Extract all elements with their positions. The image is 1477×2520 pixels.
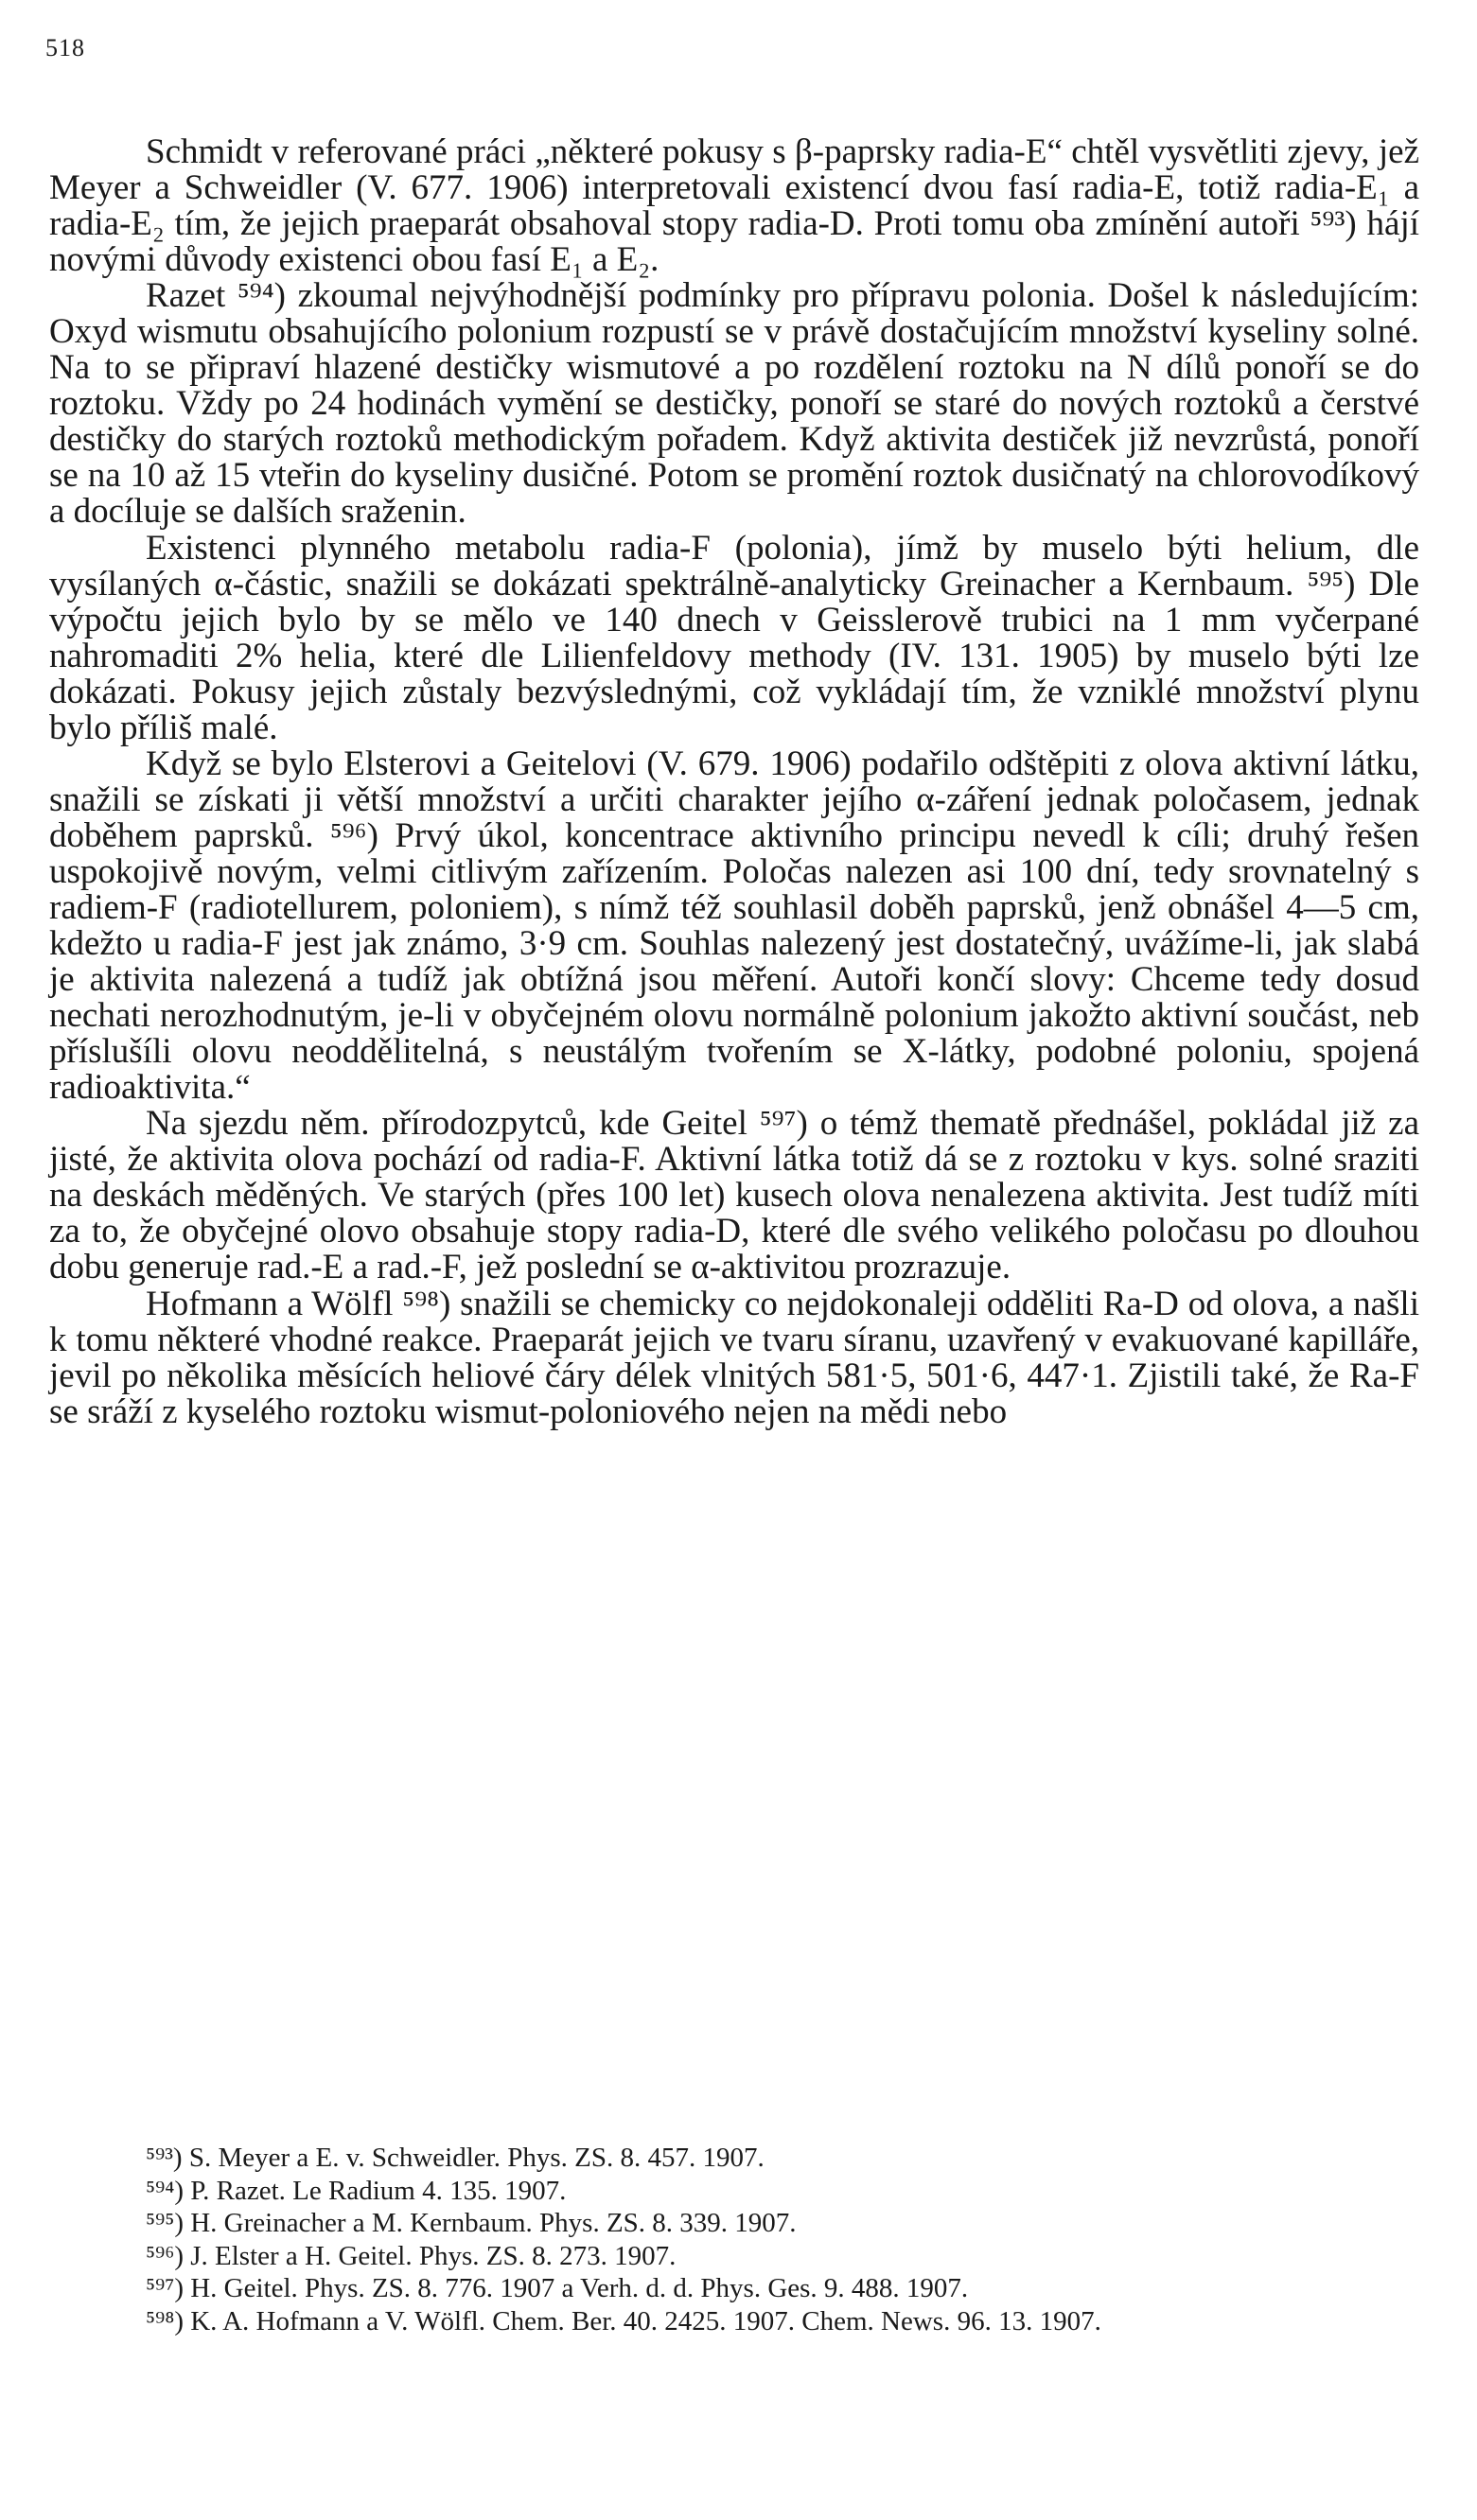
page-number: 518 — [45, 34, 85, 61]
footnotes — [49, 2142, 1419, 2337]
body-text — [49, 134, 1419, 1430]
paragraph-hofmann-woelfl: Hofmann a Wölfl ⁵⁹⁸) snažili se chemicky co nejdokonaleji odděliti Ra-D od olova, a našli k tomu některé vhodné reakce. Praeparát jejich ve tvaru síranu, uzavřený v evakuované kapilláře, jevil po několika měsících heliové čáry délek vlnitých 581·5, 501·6, 447·1. Zjistili také, že Ra-F se sráží z kyselého roztoku wismut-poloniového nejen na mědi nebo — [49, 1284, 1419, 1431]
paragraph-razet: Razet ⁵⁹⁴) zkoumal nejvýhodnější podmínky pro přípravu polonia. Došel k následujícím: Oxyd wismutu obsahujícího polonium rozpustí se v právě dostačujícím množství kyseliny solné. Na to se připraví hlazené destičky wismutové a po rozdělení roztoku na N dílů ponoří se do roztoku. Vždy po 24 hodinách vymění se destičky, ponoří se staré do nových roztoků a čerstvé destičky do starých roztoků methodickým pořadem. Když aktivita destiček již nevzrůstá, ponoří se na 10 až 15 vteřin do kyseliny dusičné. Potom se promění roztok dusičnatý na chlorovodíkový a docíluje se dalších sraženin. — [49, 276, 1419, 532]
footnote-596: ⁵⁹⁶) J. Elster a H. Geitel. Phys. ZS. 8. 273. 1907. — [146, 2240, 677, 2271]
paragraph-schmidt: Schmidt v referované práci „některé pokusy s β-paprsky radia-E“ chtěl vysvětliti zjevy, jež Meyer a Schweidler (V. 677. 1906) interpretovali existencí dvou fasí radia-E, totiž radia-E₁ a radia-E₂ tím, že jejich praeparát obsahoval stopy radia-D. Proti tomu oba zmínění autoři ⁵⁹³) hájí novými důvody existenci obou fasí E₁ a E₂. — [49, 132, 1419, 280]
footnote-597: ⁵⁹⁷) H. Geitel. Phys. ZS. 8. 776. 1907 a Verh. d. d. Phys. Ges. 9. 488. 1907. — [146, 2273, 969, 2303]
paragraph-elster-geitel: Když se bylo Elsterovi a Geitelovi (V. 679. 1906) podařilo odštěpiti z olova aktivní látku, snažili se získati ji větší množství a určiti charakter jejího α-záření jednak poločasem, jednak doběhem paprsků. ⁵⁹⁶) Prvý úkol, koncentrace aktivního principu nevedl k cíli; druhý řešen uspokojivě novým, velmi citlivým zařízením. Poločas nalezen asi 100 dní, tedy srovnatelný s radiem-F (radiotellurem, poloniem), s nímž též souhlasil doběh paprsků, jenž obnášel 4—5 cm, kdežto u radia-F jest jak známo, 3·9 cm. Souhlas nalezený jest dostatečný, uvážíme-li, jak slabá je aktivita nalezená a tudíž jak obtížná jsou měření. Autoři končí slovy: Chceme tedy dosud nechati nerozhodnutým, je-li v obyčejném olovu normálně polonium jakožto aktivní součást, neb příslušíli olovu neoddělitelná, s neustálým tvořením se X-látky, podobné poloniu, spojená radioaktivita.“ — [49, 744, 1419, 1108]
paragraph-geitel: Na sjezdu něm. přírodozpytců, kde Geitel ⁵⁹⁷) o témž thematě přednášel, pokládal již za jisté, že aktivita olova pochází od radia-F. Aktivní látka totiž dá se z roztoku v kys. solné sraziti na deskách měděných. Ve starých (přes 100 let) kusech olova nenalezena aktivita. Jest tudíž míti za to, že obyčejné olovo obsahuje stopy radia-D, které dle svého velikého poločasu po dlouhou dobu generuje rad.-E a rad.-F, jež poslední se α-aktivitou prozrazuje. — [49, 1104, 1419, 1287]
footnote-595: ⁵⁹⁵) H. Greinacher a M. Kernbaum. Phys. ZS. 8. 339. 1907. — [146, 2208, 797, 2238]
paragraph-greinacher-kernbaum: Existenci plynného metabolu radia-F (polonia), jímž by muselo býti helium, dle vysílaných α-částic, snažili se dokázati spektrálně-analyticky Greinacher a Kernbaum. ⁵⁹⁵) Dle výpočtu jejich bylo by se mělo ve 140 dnech v Geisslerově trubici na 1 mm vyčerpané nahromaditi 2% helia, které dle Lilienfeldovy methody (IV. 131. 1905) by muselo býti lze dokázati. Pokusy jejich zůstaly bezvýslednými, což vykládají tím, že vzniklé množství plynu bylo příliš malé. — [49, 528, 1419, 747]
footnote-598: ⁵⁹⁸) K. A. Hofmann a V. Wölfl. Chem. Ber. 40. 2425. 1907. Chem. News. 96. 13. 1907. — [146, 2305, 1101, 2336]
footnote-594: ⁵⁹⁴) P. Razet. Le Radium 4. 135. 1907. — [146, 2175, 567, 2206]
footnote-593: ⁵⁹³) S. Meyer a E. v. Schweidler. Phys. ZS. 8. 457. 1907. — [146, 2143, 765, 2173]
